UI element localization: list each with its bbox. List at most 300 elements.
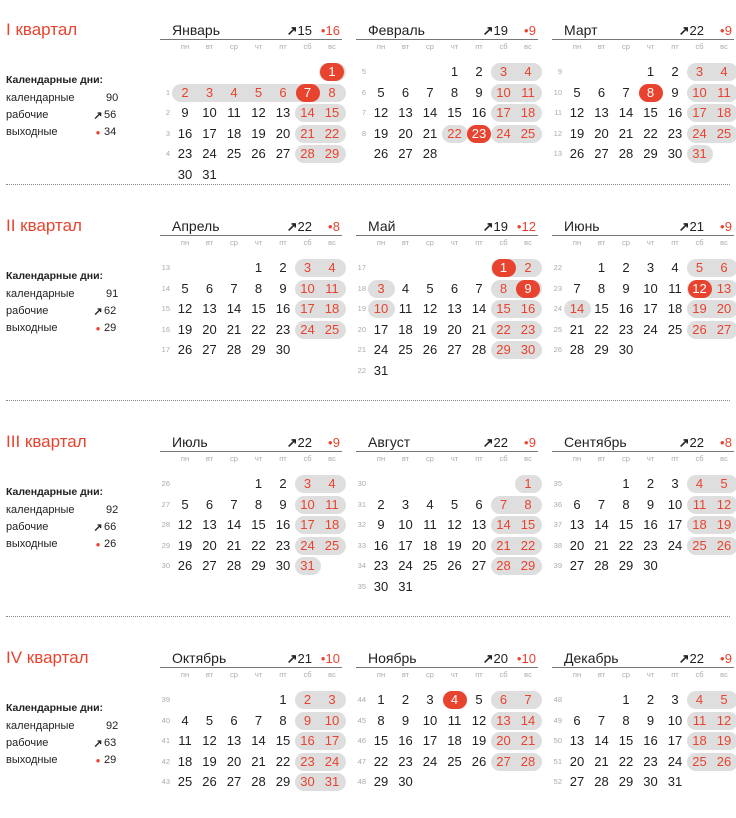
working-days-value: 22 — [690, 435, 704, 450]
calendar-day: 1 — [443, 63, 467, 81]
calendar-day: 26 — [198, 773, 222, 791]
quarter-stats — [6, 486, 156, 555]
calendar-day: 28 — [467, 341, 491, 359]
weekday-label: пт — [467, 238, 491, 247]
calendar-day: 25 — [320, 321, 344, 339]
calendar-day: 24 — [394, 557, 418, 575]
calendar-day: 14 — [492, 516, 516, 534]
weekday-label: вт — [590, 42, 614, 51]
calendar-day: 1 — [247, 259, 271, 277]
calendar-day: 3 — [663, 475, 687, 493]
calendar-day: 17 — [320, 732, 344, 750]
calendar-day: 9 — [639, 712, 663, 730]
calendar-day: 25 — [222, 145, 246, 163]
stats-label: рабочие — [6, 521, 48, 533]
calendar-day: 9 — [614, 280, 638, 298]
calendar-day: 25 — [173, 773, 197, 791]
pin-icon: ● — [517, 654, 522, 663]
calendar-day: 10 — [198, 104, 222, 122]
week-number: 11 — [550, 108, 562, 117]
calendar-day: 10 — [418, 712, 442, 730]
calendar-day: 8 — [271, 712, 295, 730]
working-days-value: 22 — [298, 219, 312, 234]
month-12 — [552, 648, 734, 818]
calendar-day: 2 — [296, 691, 320, 709]
off-days-value: 9 — [529, 435, 536, 450]
calendar-day: 19 — [443, 537, 467, 555]
calendar-day: 8 — [320, 84, 344, 102]
calendar-day: 19 — [173, 321, 197, 339]
weekday-label: пт — [663, 238, 687, 247]
calendar-day: 5 — [443, 496, 467, 514]
weekday-label: сб — [296, 454, 320, 463]
calendar-day: 15 — [369, 732, 393, 750]
off-days-value: 9 — [725, 651, 732, 666]
calendar-day: 26 — [443, 557, 467, 575]
calendar-day: 3 — [369, 280, 393, 298]
week-number: 23 — [550, 284, 562, 293]
calendar-day: 20 — [198, 321, 222, 339]
week-number: 35 — [354, 582, 366, 591]
off-days-value: 9 — [725, 219, 732, 234]
off-days-count — [328, 219, 340, 234]
month-header — [356, 432, 538, 452]
off-days-count — [720, 219, 732, 234]
week-number: 7 — [354, 108, 366, 117]
hammer-icon: ↗ — [483, 219, 494, 234]
weekday-header — [356, 238, 538, 250]
working-days-count — [483, 651, 508, 667]
calendar-day: 16 — [663, 104, 687, 122]
calendar-day: 11 — [688, 712, 712, 730]
month-header — [160, 216, 342, 236]
calendar-day: 11 — [173, 732, 197, 750]
calendar-day: 18 — [173, 753, 197, 771]
weekday-label: чт — [639, 670, 663, 679]
calendar-day: 27 — [565, 773, 589, 791]
week-number: 45 — [354, 716, 366, 725]
calendar-day: 7 — [516, 691, 540, 709]
weekday-label: чт — [443, 670, 467, 679]
calendar-day: 13 — [443, 300, 467, 318]
week-number: 44 — [354, 695, 366, 704]
off-days-value: 8 — [333, 219, 340, 234]
stats-value: 66 — [104, 521, 116, 533]
weekday-label: пн — [369, 42, 393, 51]
calendar-day: 19 — [369, 125, 393, 143]
calendar-day: 25 — [516, 125, 540, 143]
calendar-day: 22 — [492, 321, 516, 339]
calendar-day: 29 — [614, 557, 638, 575]
weekday-label: вт — [198, 670, 222, 679]
month-11 — [356, 648, 538, 818]
calendar-day: 24 — [688, 125, 712, 143]
week-number: 30 — [158, 561, 170, 570]
weekday-label: пн — [173, 670, 197, 679]
working-days-value: 19 — [494, 219, 508, 234]
month-header — [356, 20, 538, 40]
calendar-day: 7 — [590, 496, 614, 514]
weekday-label: чт — [247, 670, 271, 679]
calendar-day: 16 — [271, 300, 295, 318]
hammer-icon: ↗ — [287, 435, 298, 450]
weekday-label: пт — [663, 670, 687, 679]
calendar-day: 8 — [516, 496, 540, 514]
weekday-label: пн — [173, 238, 197, 247]
working-days-count — [483, 435, 508, 451]
month-2 — [356, 20, 538, 190]
working-days-value: 22 — [494, 435, 508, 450]
month-header — [552, 432, 734, 452]
calendar-day: 1 — [247, 475, 271, 493]
calendar-day: 21 — [516, 732, 540, 750]
working-days-count — [679, 435, 704, 451]
calendar-day: 4 — [222, 84, 246, 102]
week-number: 32 — [354, 520, 366, 529]
weekday-label: чт — [443, 238, 467, 247]
month-header — [356, 648, 538, 668]
stats-value: 90 — [106, 92, 118, 104]
weekday-header — [552, 42, 734, 54]
calendar-day: 3 — [663, 691, 687, 709]
calendar-day: 14 — [222, 300, 246, 318]
stats-label: календарные — [6, 504, 75, 516]
weekday-label: сб — [492, 454, 516, 463]
calendar-day: 6 — [271, 84, 295, 102]
calendar-day: 15 — [492, 300, 516, 318]
calendar-day: 18 — [320, 300, 344, 318]
calendar-day: 27 — [590, 145, 614, 163]
quarter-divider — [6, 400, 730, 401]
stats-value: 63 — [104, 737, 116, 749]
calendar-day: 21 — [296, 125, 320, 143]
calendar-day: 1 — [590, 259, 614, 277]
calendar-day: 30 — [614, 341, 638, 359]
stats-label: рабочие — [6, 305, 48, 317]
calendar-day: 23 — [663, 125, 687, 143]
calendar-day: 12 — [173, 300, 197, 318]
calendar-day: 5 — [369, 84, 393, 102]
pin-icon: ● — [720, 222, 725, 231]
stats-value: 92 — [106, 504, 118, 516]
week-number: 41 — [158, 736, 170, 745]
calendar-day: 19 — [712, 732, 736, 750]
calendar-day: 22 — [369, 753, 393, 771]
month-10 — [160, 648, 342, 818]
month-5 — [356, 216, 538, 386]
calendar-day: 12 — [173, 516, 197, 534]
calendar-day: 9 — [516, 280, 540, 298]
calendar-day: 10 — [639, 280, 663, 298]
calendar-day: 11 — [418, 516, 442, 534]
calendar-day: 3 — [394, 496, 418, 514]
calendar-day: 29 — [614, 773, 638, 791]
stats-label: выходные — [6, 538, 58, 550]
calendar-day: 9 — [271, 280, 295, 298]
weekday-label: ср — [222, 238, 246, 247]
working-days-count — [287, 219, 312, 235]
calendar-day: 18 — [443, 732, 467, 750]
calendar-day: 24 — [639, 321, 663, 339]
calendar-day: 9 — [369, 516, 393, 534]
calendar-day: 29 — [639, 145, 663, 163]
month-name: Ноябрь — [368, 650, 417, 666]
calendar-day: 13 — [198, 300, 222, 318]
calendar-day: 28 — [296, 145, 320, 163]
working-days-value: 15 — [298, 23, 312, 38]
calendar-day: 17 — [688, 104, 712, 122]
weekday-label: пт — [467, 454, 491, 463]
weekday-header — [160, 42, 342, 54]
calendar-day: 25 — [712, 125, 736, 143]
stats-heading: Календарные дни: — [6, 702, 156, 714]
calendar-day: 21 — [565, 321, 589, 339]
off-days-value: 9 — [333, 435, 340, 450]
week-number: 50 — [550, 736, 562, 745]
stats-label: выходные — [6, 322, 58, 334]
weekday-label: пт — [271, 670, 295, 679]
pin-icon: ● — [92, 756, 104, 765]
calendar-day: 29 — [369, 773, 393, 791]
calendar-day: 24 — [663, 753, 687, 771]
calendar-day: 29 — [247, 341, 271, 359]
stats-value: 91 — [106, 288, 118, 300]
weekday-label: пн — [173, 42, 197, 51]
weekday-label: ср — [614, 238, 638, 247]
quarter-divider — [6, 616, 730, 617]
weekday-label: пн — [369, 238, 393, 247]
week-number: 9 — [550, 67, 562, 76]
week-number: 17 — [354, 263, 366, 272]
month-name: Январь — [172, 22, 220, 38]
week-number: 42 — [158, 757, 170, 766]
calendar-day: 12 — [369, 104, 393, 122]
calendar-day: 23 — [614, 321, 638, 339]
calendar-day: 26 — [418, 341, 442, 359]
calendar-day: 13 — [271, 104, 295, 122]
calendar-day: 8 — [614, 712, 638, 730]
calendar-day: 9 — [467, 84, 491, 102]
calendar-day: 4 — [443, 691, 467, 709]
weekday-label: вс — [320, 42, 344, 51]
calendar-day: 19 — [173, 537, 197, 555]
calendar-day: 20 — [443, 321, 467, 339]
calendar-day: 22 — [614, 537, 638, 555]
calendar-day: 28 — [565, 341, 589, 359]
weekday-label: вс — [320, 238, 344, 247]
calendar-day: 6 — [198, 496, 222, 514]
weekday-label: чт — [247, 454, 271, 463]
stats-row-off — [6, 322, 156, 339]
stats-label: выходные — [6, 126, 58, 138]
calendar-day: 14 — [296, 104, 320, 122]
weekday-label: ср — [418, 238, 442, 247]
weekday-label: вс — [712, 670, 736, 679]
calendar-day: 23 — [296, 753, 320, 771]
weekday-label: вт — [198, 42, 222, 51]
calendar-day: 8 — [492, 280, 516, 298]
calendar-day: 12 — [467, 712, 491, 730]
calendar-day: 22 — [443, 125, 467, 143]
calendar-day: 8 — [247, 280, 271, 298]
month-header — [552, 216, 734, 236]
calendar-day: 4 — [712, 63, 736, 81]
calendar-day: 14 — [467, 300, 491, 318]
month-1 — [160, 20, 342, 190]
stats-label: рабочие — [6, 737, 48, 749]
weekday-label: вс — [516, 42, 540, 51]
calendar-day: 13 — [222, 732, 246, 750]
calendar-day: 26 — [369, 145, 393, 163]
calendar-day: 15 — [639, 104, 663, 122]
calendar-day: 26 — [688, 321, 712, 339]
pin-icon: ● — [328, 438, 333, 447]
weekday-label: пт — [271, 454, 295, 463]
hammer-icon: ↗ — [287, 651, 298, 666]
weekday-label: пн — [565, 454, 589, 463]
weekday-label: пт — [271, 42, 295, 51]
calendar-day: 14 — [614, 104, 638, 122]
calendar-day: 22 — [516, 537, 540, 555]
week-number: 8 — [354, 129, 366, 138]
calendar-day: 7 — [296, 84, 320, 102]
calendar-day: 21 — [590, 753, 614, 771]
calendar-day: 20 — [271, 125, 295, 143]
calendar-day: 13 — [712, 280, 736, 298]
calendar-day: 29 — [271, 773, 295, 791]
week-number: 48 — [354, 777, 366, 786]
calendar-day: 31 — [198, 166, 222, 184]
weekday-label: пн — [565, 238, 589, 247]
calendar-day: 11 — [320, 496, 344, 514]
weekday-label: ср — [222, 670, 246, 679]
week-number: 10 — [550, 88, 562, 97]
calendar-day: 4 — [173, 712, 197, 730]
calendar-day: 1 — [271, 691, 295, 709]
weekday-label: вт — [198, 238, 222, 247]
calendar-day: 19 — [467, 732, 491, 750]
weekday-label: ср — [222, 454, 246, 463]
weekday-label: вт — [394, 42, 418, 51]
calendar-day: 7 — [565, 280, 589, 298]
calendar-day: 30 — [369, 578, 393, 596]
calendar-day: 18 — [418, 537, 442, 555]
calendar-day: 28 — [222, 341, 246, 359]
stats-row-off — [6, 538, 156, 555]
quarter-3 — [0, 412, 736, 592]
weekday-label: ср — [418, 42, 442, 51]
calendar-day: 3 — [639, 259, 663, 277]
off-days-value: 10 — [522, 651, 536, 666]
calendar-day: 10 — [394, 516, 418, 534]
week-number: 34 — [354, 561, 366, 570]
weekday-label: чт — [247, 238, 271, 247]
weekday-label: вс — [712, 454, 736, 463]
calendar-day: 15 — [590, 300, 614, 318]
calendar-day: 24 — [369, 341, 393, 359]
calendar-day: 26 — [173, 557, 197, 575]
calendar-day: 12 — [565, 104, 589, 122]
calendar-day: 2 — [394, 691, 418, 709]
month-4 — [160, 216, 342, 386]
calendar-day: 17 — [639, 300, 663, 318]
calendar-day: 2 — [467, 63, 491, 81]
off-days-value: 16 — [326, 23, 340, 38]
calendar-day: 11 — [222, 104, 246, 122]
calendar-day: 17 — [492, 104, 516, 122]
calendar-day: 2 — [369, 496, 393, 514]
calendar-day: 28 — [247, 773, 271, 791]
calendar-day: 4 — [516, 63, 540, 81]
week-number: 22 — [354, 366, 366, 375]
calendar-day: 24 — [663, 537, 687, 555]
calendar-day: 8 — [639, 84, 663, 102]
week-number: 48 — [550, 695, 562, 704]
calendar-day: 9 — [271, 496, 295, 514]
off-days-count — [321, 23, 340, 38]
calendar-day: 11 — [712, 84, 736, 102]
calendar-day: 15 — [320, 104, 344, 122]
week-number: 12 — [550, 129, 562, 138]
week-number: 49 — [550, 716, 562, 725]
weekday-label: пн — [173, 454, 197, 463]
calendar-day: 22 — [271, 753, 295, 771]
calendar-day: 11 — [394, 300, 418, 318]
off-days-count — [720, 23, 732, 38]
stats-row-off — [6, 754, 156, 771]
calendar-day: 26 — [712, 537, 736, 555]
calendar-day: 29 — [247, 557, 271, 575]
calendar-day: 29 — [320, 145, 344, 163]
calendar-day: 18 — [394, 321, 418, 339]
calendar-day: 7 — [467, 280, 491, 298]
pin-icon: ● — [517, 222, 522, 231]
working-days-count — [483, 219, 508, 235]
off-days-count — [524, 435, 536, 450]
calendar-day: 21 — [222, 537, 246, 555]
stats-row-cal — [6, 720, 156, 737]
calendar-day: 10 — [663, 712, 687, 730]
calendar-day: 1 — [492, 259, 516, 277]
stats-value: 34 — [104, 126, 116, 138]
stats-heading: Календарные дни: — [6, 74, 156, 86]
calendar-day: 2 — [271, 475, 295, 493]
calendar-day: 15 — [247, 300, 271, 318]
weekday-label: сб — [688, 670, 712, 679]
off-days-value: 10 — [326, 651, 340, 666]
weekday-label: вт — [394, 670, 418, 679]
calendar-day: 1 — [320, 63, 344, 81]
calendar-day: 9 — [663, 84, 687, 102]
calendar-day: 8 — [247, 496, 271, 514]
pin-icon: ● — [720, 654, 725, 663]
working-days-count — [679, 219, 704, 235]
calendar-day: 13 — [565, 516, 589, 534]
calendar-day: 21 — [418, 125, 442, 143]
calendar-day: 23 — [271, 537, 295, 555]
calendar-day: 17 — [198, 125, 222, 143]
calendar-day: 19 — [247, 125, 271, 143]
calendar-day: 3 — [198, 84, 222, 102]
weekday-label: сб — [492, 670, 516, 679]
week-number: 19 — [354, 304, 366, 313]
calendar-day: 19 — [198, 753, 222, 771]
weekday-label: пн — [565, 670, 589, 679]
calendar-day: 15 — [247, 516, 271, 534]
calendar-day: 3 — [492, 63, 516, 81]
stats-label: выходные — [6, 754, 58, 766]
calendar-day: 27 — [222, 773, 246, 791]
